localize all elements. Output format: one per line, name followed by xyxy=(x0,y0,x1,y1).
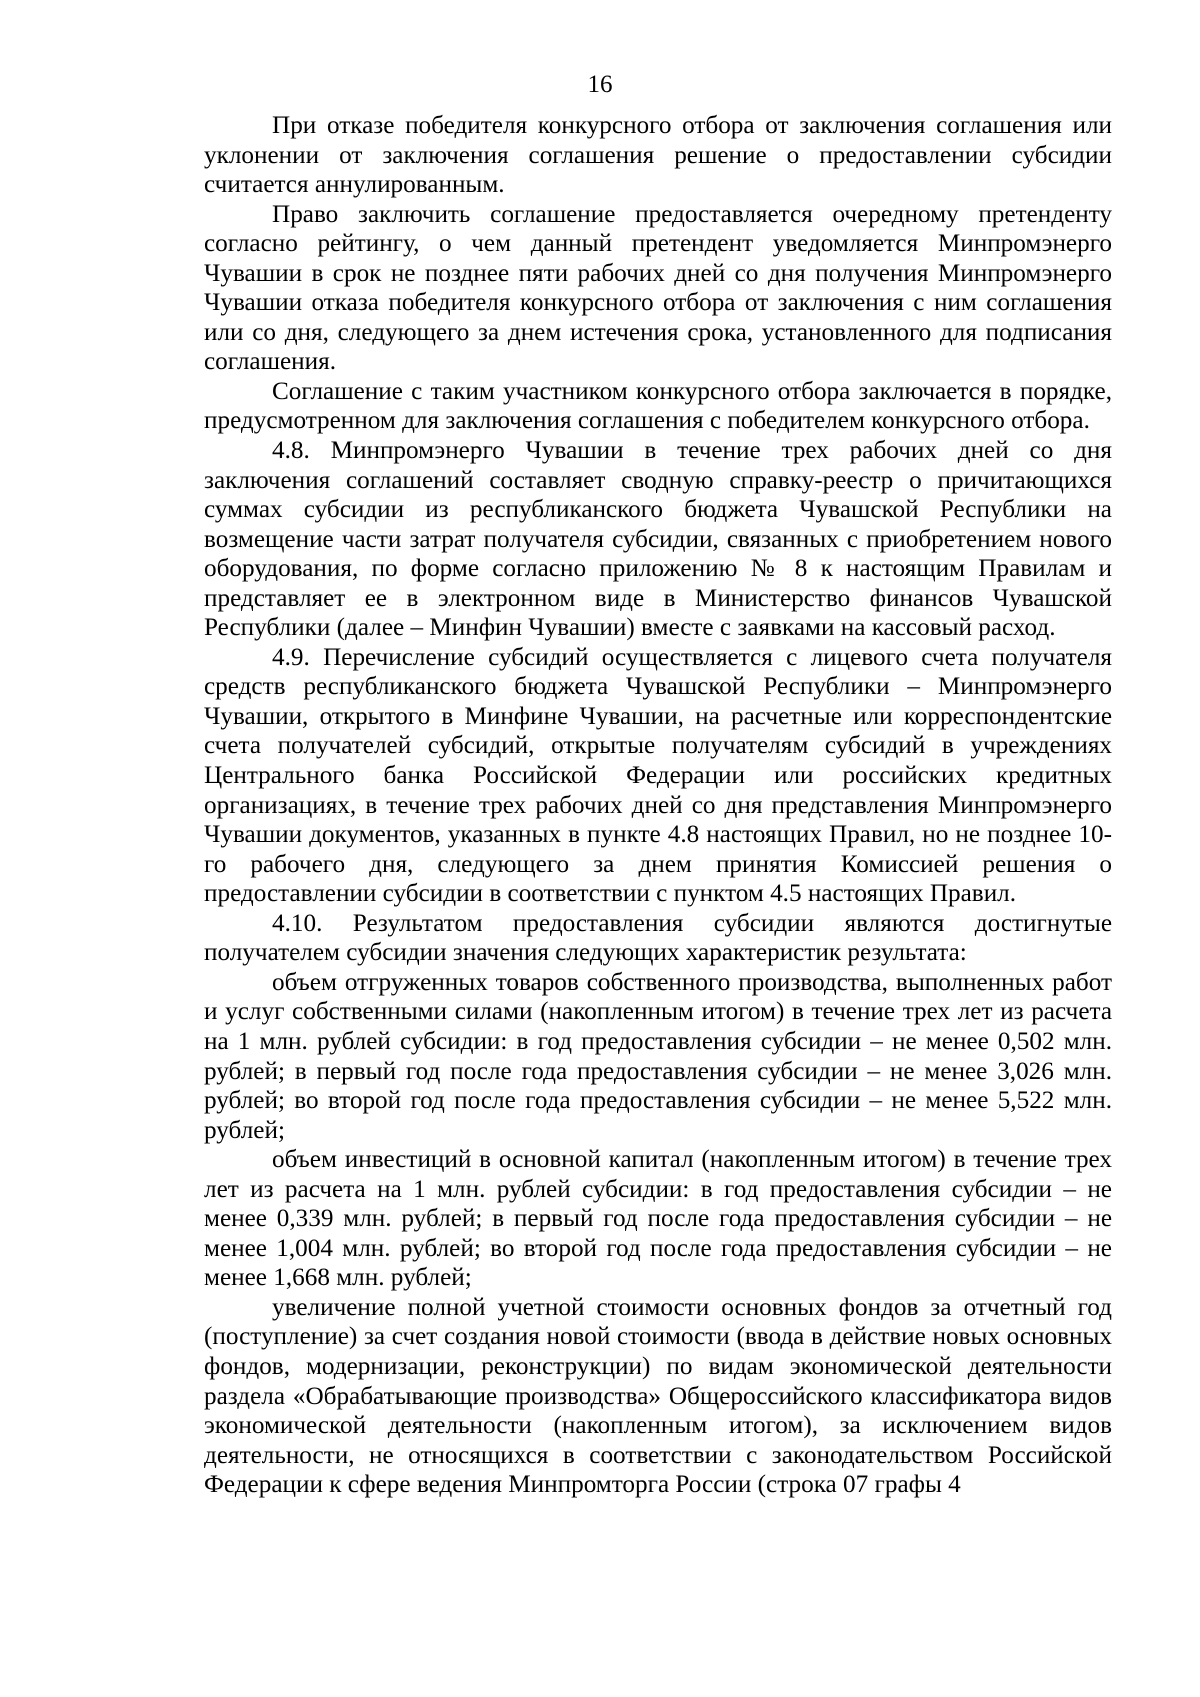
paragraph-agreement-order: Соглашение с таким участником конкурсного отбора заключается в порядке, предусмотренном для заключения соглашения с победителем конкурсного отбора. xyxy=(204,377,1112,435)
paragraph-shipped-goods-volume: объем отгруженных товаров собственного производства, выполненных работ и услуг собственными силами (накопленным итогом) в течение трех лет из расчета на 1 млн. рублей субсидии: в год предоставления субсидии – не менее 0,502 млн. рублей; в первый год после года предоставления субсидии – не менее 3,026 млн. рублей; во второй год после года предоставления субсидии – не менее 5,522 млн. рублей; xyxy=(204,968,1112,1144)
paragraph-clause-4-10: 4.10. Результатом предоставления субсидии являются достигнутые получателем субсидии значения следующих характеристик результата: xyxy=(204,909,1112,967)
paragraph-annulment: При отказе победителя конкурсного отбора от заключения соглашения или уклонении от заключения соглашения решение о предоставлении субсидии считается аннулированным. xyxy=(204,112,1112,199)
page-number: 16 xyxy=(587,71,613,98)
paragraph-next-applicant: Право заключить соглашение предоставляется очередному претенденту согласно рейтингу, о чем данный претендент уведомляется Минпромэнерго Чувашии в срок не позднее пяти рабочих дней со дня получения Минпромэнерго Чувашии отказа победителя конкурсного отбора от заключения с ним соглашения или со дня, следующего за днем истечения срока, установленного для подписания соглашения. xyxy=(204,200,1112,376)
paragraph-clause-4-9: 4.9. Перечисление субсидий осуществляется с лицевого счета получателя средств республиканского бюджета Чувашской Республики – Минпромэнерго Чувашии, открытого в Минфине Чувашии, на расчетные или корреспондентские счета получателей субсидий, открытые получателям субсидий в учреждениях Центрального банка Российской Федерации или российских кредитных организациях, в течение трех рабочих дней со дня представления Минпромэнерго Чувашии документов, указанных в пункте 4.8 настоящих Правил, но не позднее 10-го рабочего дня, следующего за днем принятия Комиссией решения о предоставлении субсидии в соответствии с пунктом 4.5 настоящих Правил. xyxy=(204,643,1112,908)
paragraph-investment-volume: объем инвестиций в основной капитал (накопленным итогом) в течение трех лет из расчета на 1 млн. рублей субсидии: в год предоставления субсидии – не менее 0,339 млн. рублей; в первый год после года предоставления субсидии – не менее 1,004 млн. рублей; во второй год после года предоставления субсидии – не менее 1,668 млн. рублей; xyxy=(204,1146,1112,1292)
paragraph-fixed-assets-increase: увеличение полной учетной стоимости основных фондов за отчетный год (поступление) за счет создания новой стоимости (ввода в действие новых основных фондов, модернизации, реконструкции) по видам экономической деятельности раздела «Обрабатывающие производства» Общероссийского классификатора видов экономической деятельности (накопленным итогом), за исключением видов деятельности, не относящихся в соответствии с законодательством Российской Федерации к сфере ведения Минпромторга России (строка 07 графы 4 xyxy=(204,1293,1112,1499)
paragraph-clause-4-8: 4.8. Минпромэнерго Чувашии в течение трех рабочих дней со дня заключения соглашений составляет сводную справку-реестр о причитающихся суммах субсидии из республиканского бюджета Чувашской Республики на возмещение части затрат получателя субсидии, связанных с приобретением нового оборудования, по форме согласно приложению № 8 к настоящим Правилам и представляет ее в электронном виде в Министерство финансов Чувашской Республики (далее – Минфин Чувашии) вместе с заявками на кассовый расход. xyxy=(204,437,1112,642)
document-body xyxy=(204,111,1112,1500)
